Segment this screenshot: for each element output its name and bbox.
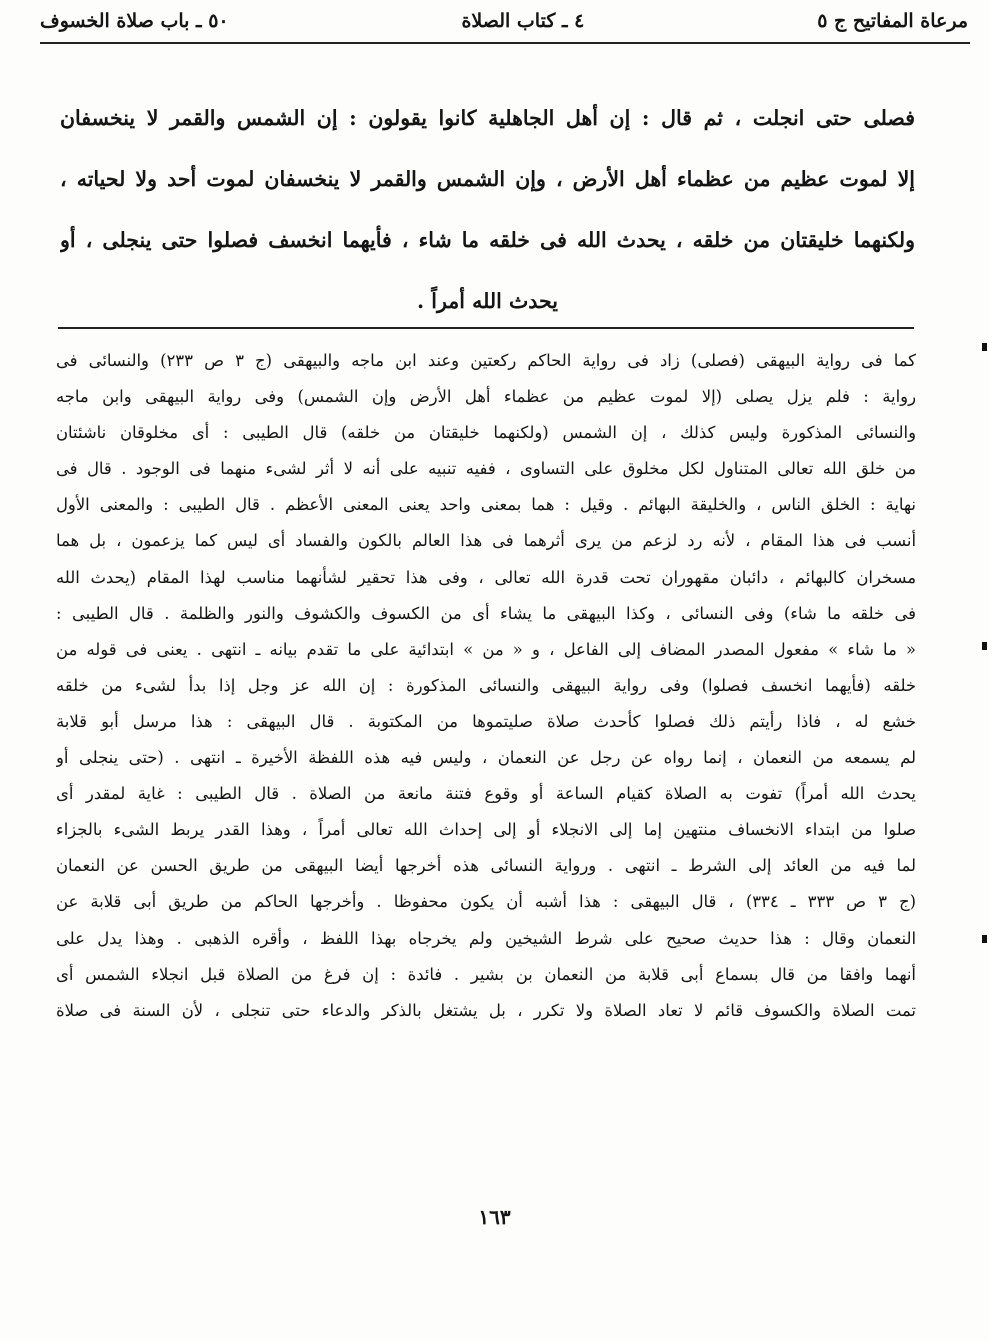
scan-edge-mark: [982, 642, 987, 650]
commentary-line: فى خلقه ما شاء) وفى النسائى ، وكذا البيهقى ما يشاء أى من الكسوف والكشوف والنور والظلمة . قال الطيبى :: [56, 603, 916, 623]
scan-edge-mark: [982, 343, 987, 351]
commentary-line: أنسب فى هذا المقام ، لأنه رد لزعم من يرى أثرهما فى هذا العالم بالكون والفساد أى ليس كما يزعمون ، بل هما: [56, 531, 916, 551]
hadith-line: ولكنهما خليقتان من خلقه ، يحدث الله فى خلقه ما شاء ، فأيهما انخسف فصلوا حتى ينجلى ، أو: [60, 228, 915, 252]
commentary-line: يحدث الله أمراً) تفوت به الصلاة كقيام الساعة أو وقوع فتنة مانعة من الصلاة . قال الطيبى : غاية لمقدر أى: [56, 784, 916, 804]
commentary-line: من خلق الله تعالى المتناول لكل مخلوق على التساوى ، ففيه تنبيه على أنه لا أثر لشىء منهما فى الوجود . قال فى: [56, 459, 916, 479]
commentary-line: لما فيه من العائد إلى الشرط ـ انتهى . ورواية النسائى هذه أخرجها أيضا البيهقى من طريق الحسن عن النعمان: [56, 856, 916, 876]
hadith-line: فصلى حتى انجلت ، ثم قال : إن أهل الجاهلية كانوا يقولون : إن الشمس والقمر لا ينخسفان: [60, 106, 915, 130]
hadith-line: يحدث الله أمراً .: [417, 289, 558, 313]
commentary-line: النعمان وقال : هذا حديث صحيح على شرط الشيخين ولم يخرجاه بهذا اللفظ ، وأقره الذهبى . وهذا يدل على: [56, 928, 916, 948]
commentary-line: « ما شاء » مفعول المصدر المضاف إلى الفاعل ، و « من » ابتدائية على ما تقدم بيانه ـ انتهى . يعنى فى قوله من: [56, 639, 916, 659]
commentary-line: أنهما وافقا من قال بسماع أبى قلابة من النعمان بن بشير . فائدة : إن فرغ من الصلاة قبل انجلاء الشمس أى: [56, 964, 916, 984]
commentary-line: والنسائى المذكورة وليس كذلك ، إن الشمس (ولكنهما خليقتان من خلقه) قال الطيبى : أى مخلوقان ناشئتان: [56, 423, 916, 443]
commentary-line: كما فى رواية البيهقى (فصلى) زاد فى رواية الحاكم ركعتين وعند ابن ماجه والبيهقى (ج ٣ ص ٢٣٣) والنسائى فى: [56, 351, 916, 370]
header-book-title: مرعاة المفاتيح ج ٥: [817, 10, 968, 32]
commentary-line: نهاية : الخلق الناس ، والخليقة البهائم . وقيل : هما بمعنى واحد يعنى المعنى الأعظم . قال الطيبى : والمعنى الأول: [56, 495, 916, 515]
commentary-line: صلوا من ابتداء الانخساف منتهين إما إلى الانجلاء أو إلى إحداث الله تعالى أمراً ، وهذا القدر يربط الشىء بالجزاء: [56, 820, 916, 840]
running-header: [40, 4, 968, 38]
commentary-line: (ج ٣ ص ٣٣٣ ـ ٣٣٤) ، قال البيهقى : هذا أشبه أن يكون محفوظا . وأخرجها الحاكم من طريق أبى قلابة عن: [56, 892, 916, 912]
hadith-text: [60, 88, 915, 332]
header-chapter: ٤ ـ كتاب الصلاة: [461, 10, 585, 32]
commentary-line: مسخران كالبهائم ، دائبان مقهوران تحت قدرة الله تعالى ، وفى هذا تحقير لشأنهما مناسب لهذا المقام (يحدث الله: [56, 567, 916, 587]
commentary-line: رواية : فلم يزل يصلى (إلا لموت عظيم من عظماء أهل الأرض وإن الشمس) وفى رواية البيهقى وابن ماجه: [56, 387, 916, 407]
header-rule: [40, 42, 970, 44]
commentary-line: تمت الصلاة والكسوف قائم لا تعاد الصلاة ولا تكرر ، بل يشتغل بالذكر والدعاء حتى تنجلى ، لأن السنة فى صلاة: [56, 1000, 916, 1020]
commentary-line: لم يسمعه من النعمان ، إنما رواه عن رجل عن النعمان ، وليس فيه هذه اللفظة الأخيرة ـ انتهى . (حتى ينجلى أو: [56, 748, 916, 768]
header-section: ٥٠ ـ باب صلاة الخسوف: [40, 10, 229, 32]
section-divider: [58, 327, 914, 329]
commentary-text: [56, 343, 916, 1029]
hadith-line: إلا لموت عظيم من عظماء أهل الأرض ، وإن الشمس والقمر لا ينخسفان لموت أحد ولا لحياته ،: [60, 167, 915, 191]
commentary-line: خلقه (فأيهما انخسف فصلوا) وفى رواية البيهقى والنسائى المذكورة : إن الله عز وجل إذا بدأ لشىء من خلقه: [56, 675, 916, 695]
commentary-line: خشع له ، فاذا رأيتم ذلك فصلوا كأحدث صلاة صليتموها من المكتوبة . قال البيهقى : هذا مرسل أبو قلابة: [56, 711, 916, 731]
page-number: ١٦٣: [478, 1205, 511, 1229]
scan-edge-mark: [982, 935, 987, 943]
